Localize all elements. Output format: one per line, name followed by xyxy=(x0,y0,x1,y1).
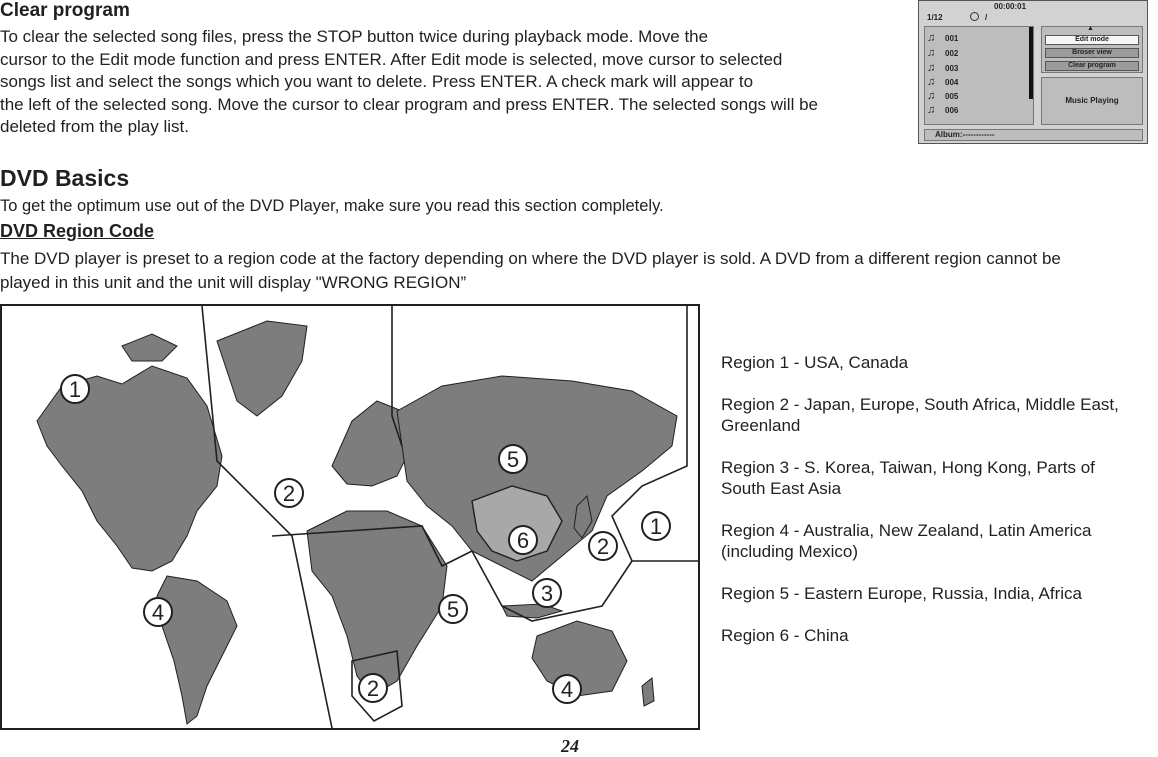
music-note-icon: ♫ xyxy=(927,47,936,59)
region-marker xyxy=(275,479,303,507)
song-item: ♫ 005 xyxy=(927,90,959,102)
music-note-icon: ♫ xyxy=(927,90,936,102)
svg-text:5: 5 xyxy=(506,447,520,472)
new-zealand-landmass xyxy=(642,678,654,706)
svg-text:1: 1 xyxy=(649,514,663,539)
clear-program-text xyxy=(0,26,905,139)
svg-text:2: 2 xyxy=(596,534,610,559)
music-note-icon: ♫ xyxy=(927,76,936,88)
up-arrow-icon: ▲ xyxy=(1087,25,1094,32)
svg-text:5: 5 xyxy=(446,597,460,622)
svg-text:4: 4 xyxy=(560,677,574,702)
africa-landmass xyxy=(307,511,447,696)
world-map-graphic xyxy=(2,306,698,728)
elapsed-time: 00:00:01 xyxy=(994,2,1027,11)
song-item: ♫ 006 xyxy=(927,104,959,116)
clear-program-line: To clear the selected song files, press the STOP button twice during playback mode. Move the xyxy=(0,27,709,46)
region-marker xyxy=(533,579,561,607)
song-item: ♫ 002 xyxy=(927,47,959,59)
clear-program-heading: Clear program xyxy=(0,0,130,21)
arctic-islands xyxy=(122,334,177,361)
region-code-heading: DVD Region Code xyxy=(0,221,155,241)
song-list-scrollbar xyxy=(1029,27,1033,99)
legend-item: Region 5 - Eastern Europe, Russia, India, Africa xyxy=(721,584,1082,603)
svg-text:4: 4 xyxy=(151,600,165,625)
greenland-landmass xyxy=(217,321,307,416)
legend-item: Region 2 - Japan, Europe, South Africa, Middle East, Greenland xyxy=(721,395,1119,435)
region-legend xyxy=(721,352,1158,667)
region-code-line: The DVD player is preset to a region code at the factory depending on where the DVD player is sold. A DVD from a different region cannot be xyxy=(0,249,1061,268)
dvd-basics-intro: To get the optimum use out of the DVD Player, make sure you read this section completely. xyxy=(0,197,664,215)
track-counter: 1/12 xyxy=(927,13,943,22)
svg-text:2: 2 xyxy=(366,676,380,701)
region-marker xyxy=(553,675,581,703)
music-note-icon: ♫ xyxy=(927,62,936,74)
browser-view-button[interactable]: Broser view xyxy=(1045,48,1139,58)
region-marker xyxy=(642,512,670,540)
playback-status: Music Playing xyxy=(1041,77,1143,125)
svg-text:6: 6 xyxy=(516,528,530,553)
region-marker xyxy=(144,598,172,626)
player-screen-illustration xyxy=(918,0,1148,144)
region-marker xyxy=(439,595,467,623)
clear-program-button[interactable]: Clear program xyxy=(1045,61,1139,71)
dvd-basics-heading: DVD Basics xyxy=(0,165,130,191)
separator: / xyxy=(985,13,988,22)
song-item: ♫ 001 xyxy=(927,32,959,44)
region-marker xyxy=(359,674,387,702)
region-marker xyxy=(589,532,617,560)
svg-text:3: 3 xyxy=(540,581,554,606)
clear-program-line: cursor to the Edit mode function and press ENTER. After Edit mode is selected, move cursor to selected xyxy=(0,49,783,69)
song-item: ♫ 004 xyxy=(927,76,959,88)
edit-mode-button[interactable]: Edit mode xyxy=(1045,35,1139,45)
legend-item: Region 4 - Australia, New Zealand, Latin America (including Mexico) xyxy=(721,521,1092,561)
legend-item: Region 3 - S. Korea, Taiwan, Hong Kong, Parts of South East Asia xyxy=(721,458,1095,498)
music-note-icon: ♫ xyxy=(927,32,936,44)
album-label: Album:------------ xyxy=(924,129,1143,141)
page-number: 24 xyxy=(561,736,579,756)
disc-icon xyxy=(970,12,979,21)
region-marker xyxy=(61,375,89,403)
svg-text:2: 2 xyxy=(282,481,296,506)
clear-program-line: the left of the selected song. Move the cursor to clear program and press ENTER. The selected songs will be xyxy=(0,94,818,114)
south-america-landmass xyxy=(157,576,237,724)
region-code-text xyxy=(0,247,1158,295)
legend-item: Region 6 - China xyxy=(721,626,849,645)
legend-item: Region 1 - USA, Canada xyxy=(721,353,909,372)
song-item: ♫ 003 xyxy=(927,62,959,74)
music-note-icon: ♫ xyxy=(927,104,936,116)
clear-program-line: deleted from the play list. xyxy=(0,117,189,136)
region-marker xyxy=(509,526,537,554)
world-region-map xyxy=(0,304,700,730)
region-code-line: played in this unit and the unit will display "WRONG REGION” xyxy=(0,273,467,292)
clear-program-line: songs list and select the songs which you want to delete. Press ENTER. A check mark will appear to xyxy=(0,72,754,91)
region-marker xyxy=(499,445,527,473)
svg-text:1: 1 xyxy=(68,377,82,402)
